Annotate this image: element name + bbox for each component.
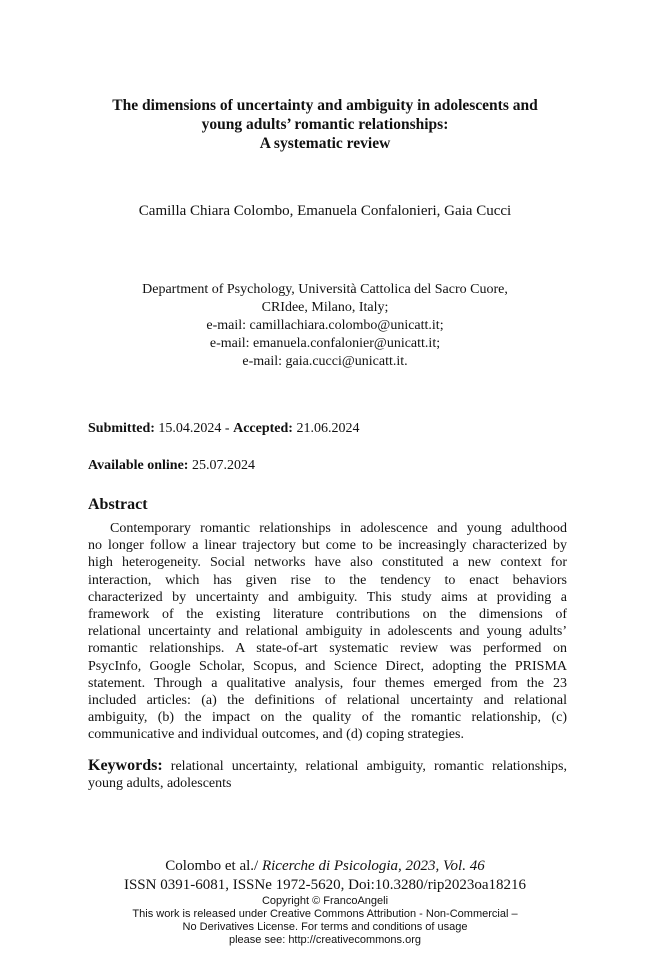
abstract-body <box>88 520 567 743</box>
page-footer <box>0 857 650 947</box>
email-line: e-mail: gaia.cucci@unicatt.it. <box>242 354 408 369</box>
online-label: Available online: <box>88 458 189 473</box>
online-date <box>88 458 255 474</box>
journal-citation <box>0 857 650 876</box>
accepted-date: 21.06.2024 <box>292 421 360 436</box>
title-line: young adults’ romantic relationships: <box>201 116 449 133</box>
abstract-line: communicative and individual outcomes, and (d) coping strategies. <box>88 727 464 743</box>
keywords-line <box>88 757 567 775</box>
issn-doi: ISSN 0391-6081, ISSNe 1972-5620, Doi:10.3280/rip2023oa18216 <box>123 877 527 893</box>
submitted-label: Submitted: <box>88 421 155 436</box>
abstract-line: high heterogeneity. Social networks have also constituted a new context for <box>88 555 567 571</box>
abstract-line: included articles: (a) the definitions of relational uncertainty and relational <box>88 692 567 708</box>
abstract-line: interaction, which has given rise to the tendency to enact behaviors <box>88 572 567 588</box>
abstract-line: romantic relationships. A state-of-art systematic review was performed on <box>88 641 567 657</box>
article-title <box>60 96 590 153</box>
abstract-line: ambiguity, (b) the impact on the quality of the romantic relationship, (c) <box>88 710 567 726</box>
copyright-notice: Copyright © FrancoAngeli <box>261 895 389 907</box>
keywords-block <box>88 757 567 792</box>
submission-dates <box>88 421 359 437</box>
abstract-line: statement. Through a qualitative analysis, four themes emerged from the 23 <box>88 675 567 691</box>
abstract-heading: Abstract <box>88 496 148 513</box>
abstract-line: framework of the existing literature contributions on the dimensions of <box>88 606 567 622</box>
abstract-line: relational uncertainty and relational ambiguity in adolescents and young adults’ <box>88 624 567 640</box>
abstract-line: PsycInfo, Google Scholar, Scopus, and Science Direct, adopting the PRISMA <box>88 658 567 674</box>
keywords-line: young adults, adolescents <box>88 776 232 791</box>
email-line: e-mail: emanuela.confalonier@unicatt.it; <box>209 336 441 351</box>
license-line: This work is released under Creative Commons Attribution - Non-Commercial – <box>132 908 518 920</box>
license-line: please see: http://creativecommons.org <box>229 934 421 946</box>
affiliation-line: Department of Psychology, Università Cattolica del Sacro Cuore, <box>142 282 508 297</box>
title-line: The dimensions of uncertainty and ambiguity in adolescents and <box>112 97 538 114</box>
license-line: No Derivatives License. For terms and conditions of usage <box>182 921 468 933</box>
online-value: 25.07.2024 <box>188 458 255 473</box>
title-line: A systematic review <box>259 135 391 152</box>
accepted-label: Accepted: <box>233 421 293 436</box>
affiliation-block <box>60 281 590 371</box>
journal-name: Ricerche di Psicologia, 2023, Vol. 46 <box>261 858 485 874</box>
author-list: Camilla Chiara Colombo, Emanuela Confalonieri, Gaia Cucci <box>138 203 512 219</box>
email-line: e-mail: camillachiara.colombo@unicatt.it; <box>206 318 444 333</box>
keywords-label: Keywords: <box>88 757 163 774</box>
abstract-line: no longer follow a linear trajectory but come to be increasingly characterized by <box>88 538 567 554</box>
submitted-date: 15.04.2024 - <box>154 421 234 436</box>
keywords-text: relational uncertainty, relational ambiguity, romantic relationships, <box>162 759 567 774</box>
affiliation-line: CRIdee, Milano, Italy; <box>261 300 389 315</box>
abstract-line: Contemporary romantic relationships in adolescence and young adulthood <box>110 521 567 536</box>
citation-authors: Colombo et al./ <box>165 858 262 874</box>
abstract-line: characterized by uncertainty and ambiguity. This study aims at providing a <box>88 589 567 605</box>
